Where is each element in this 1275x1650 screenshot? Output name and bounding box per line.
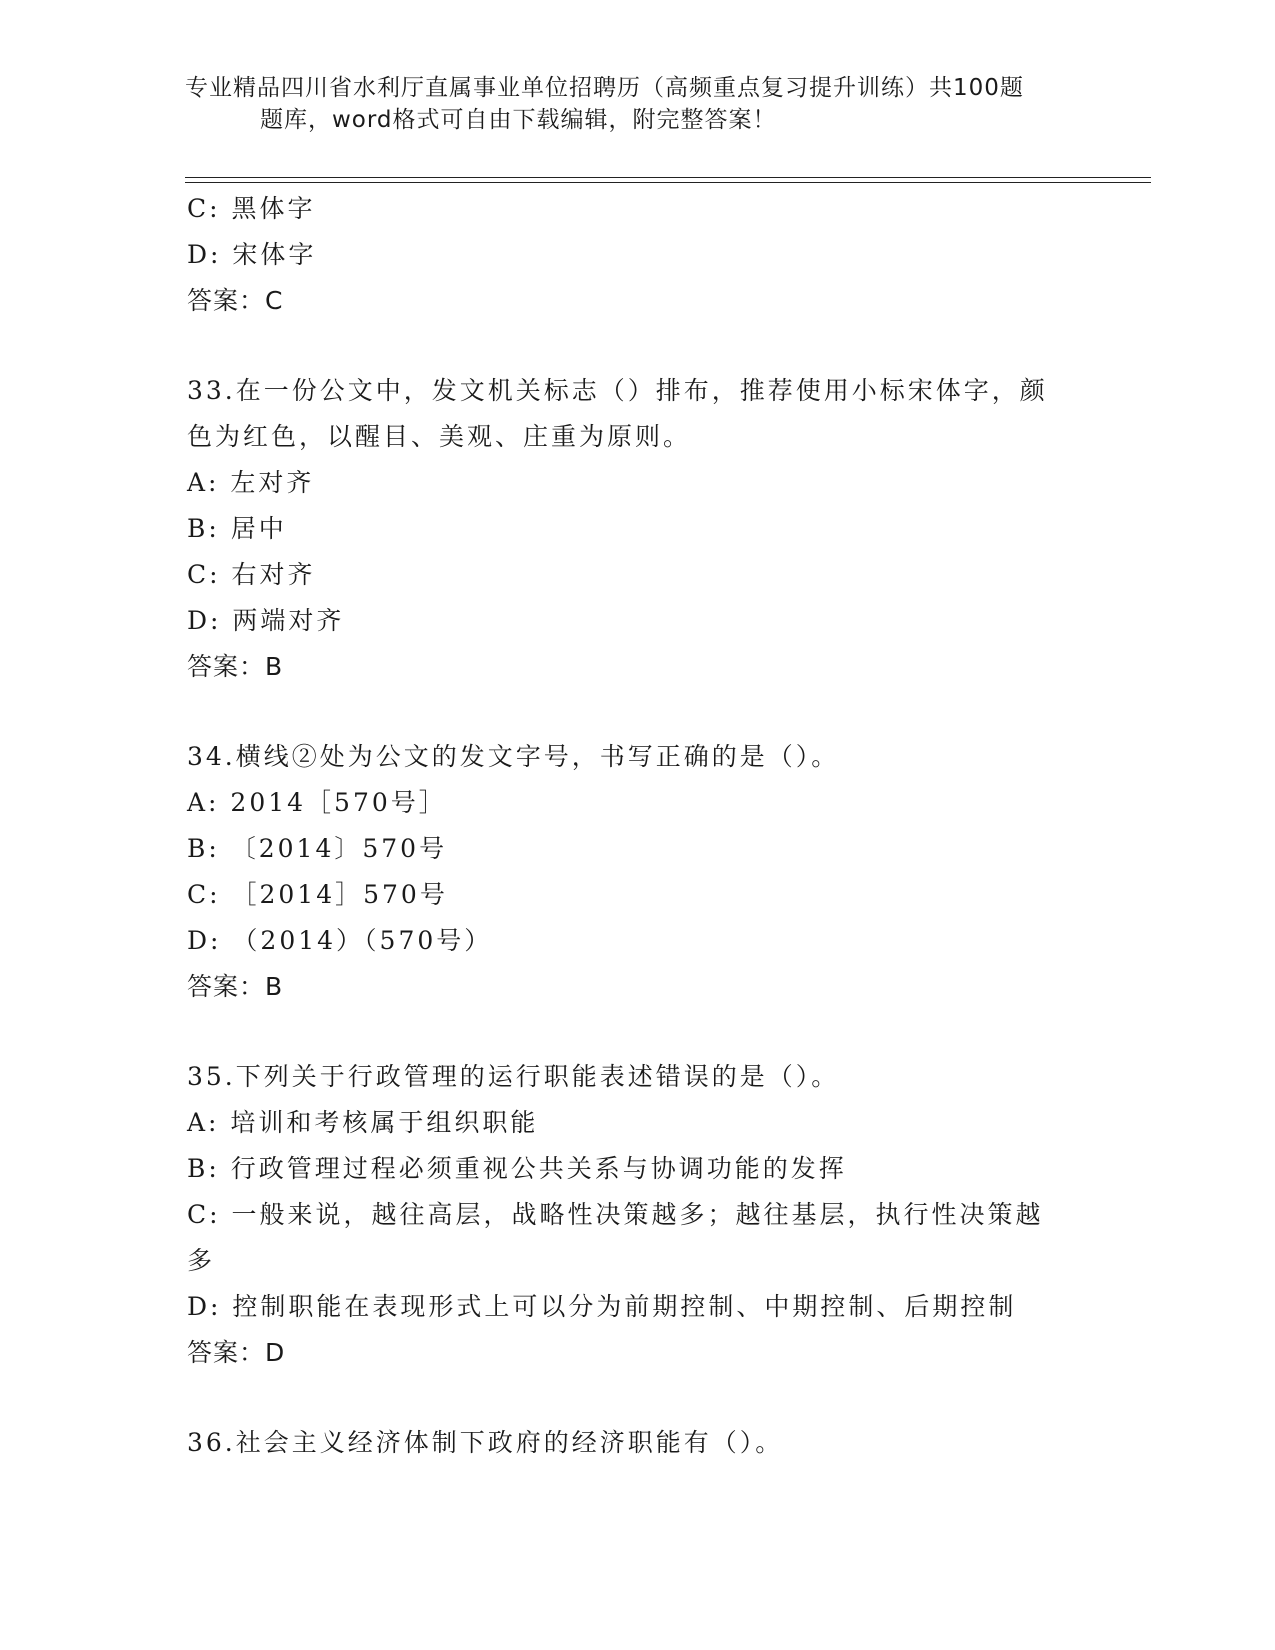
- option-d: D: 控制职能在表现形式上可以分为前期控制、中期控制、后期控制: [187, 1292, 1017, 1321]
- option-b: B: 行政管理过程必须重视公共关系与协调功能的发挥: [187, 1154, 847, 1183]
- header-title-line-2: 题库，word格式可自由下载编辑，附完整答案！: [260, 107, 777, 133]
- question-stem-continued: 色为红色，以醒目、美观、庄重为原则。: [187, 422, 692, 451]
- option-d: D: 两端对齐: [187, 606, 345, 635]
- question-35: [187, 1054, 1087, 1376]
- option-d: D: 宋体字: [187, 240, 317, 269]
- header-rule-bottom: [185, 182, 1151, 183]
- option-d: D: （2014）（570号）: [187, 926, 493, 955]
- question-stem: 35.下列关于行政管理的运行职能表述错误的是（）。: [187, 1062, 840, 1091]
- answer-line: 答案：C: [187, 286, 284, 315]
- spacer: [187, 690, 1087, 734]
- option-c-continued: 多: [187, 1246, 216, 1275]
- option-a: A: 培训和考核属于组织职能: [187, 1108, 539, 1137]
- answer-line: 答案：B: [187, 972, 284, 1001]
- option-b: B: 居中: [187, 514, 287, 543]
- option-a: A: 左对齐: [187, 468, 315, 497]
- question-32-tail: [187, 186, 1087, 324]
- question-36: [187, 1420, 1087, 1466]
- spacer: [187, 324, 1087, 368]
- option-c: C: 黑体字: [187, 194, 316, 223]
- page-header: [185, 72, 1075, 136]
- option-c: C: 一般来说，越往高层，战略性决策越多；越往基层，执行性决策越: [187, 1200, 1044, 1229]
- question-34: [187, 734, 1087, 1010]
- question-33: [187, 368, 1087, 690]
- spacer: [187, 1376, 1087, 1420]
- option-b: B: 〔2014〕570号: [187, 834, 448, 863]
- question-list: [187, 186, 1087, 1466]
- header-rule-top: [185, 177, 1151, 178]
- question-stem: 33.在一份公文中，发文机关标志（）排布，推荐使用小标宋体字，颜: [187, 376, 1048, 405]
- spacer: [187, 1010, 1087, 1054]
- answer-line: 答案：D: [187, 1338, 286, 1367]
- question-stem: 34.横线②处为公文的发文字号，书写正确的是（）。: [187, 742, 840, 771]
- question-stem: 36.社会主义经济体制下政府的经济职能有（）。: [187, 1428, 784, 1457]
- option-c: C: ［2014］570号: [187, 880, 448, 909]
- option-c: C: 右对齐: [187, 560, 316, 589]
- header-title-line-1: 专业精品四川省水利厅直属事业单位招聘历（高频重点复习提升训练）共100题: [185, 75, 1024, 101]
- answer-line: 答案：B: [187, 652, 284, 681]
- option-a: A: 2014［570号］: [187, 788, 447, 817]
